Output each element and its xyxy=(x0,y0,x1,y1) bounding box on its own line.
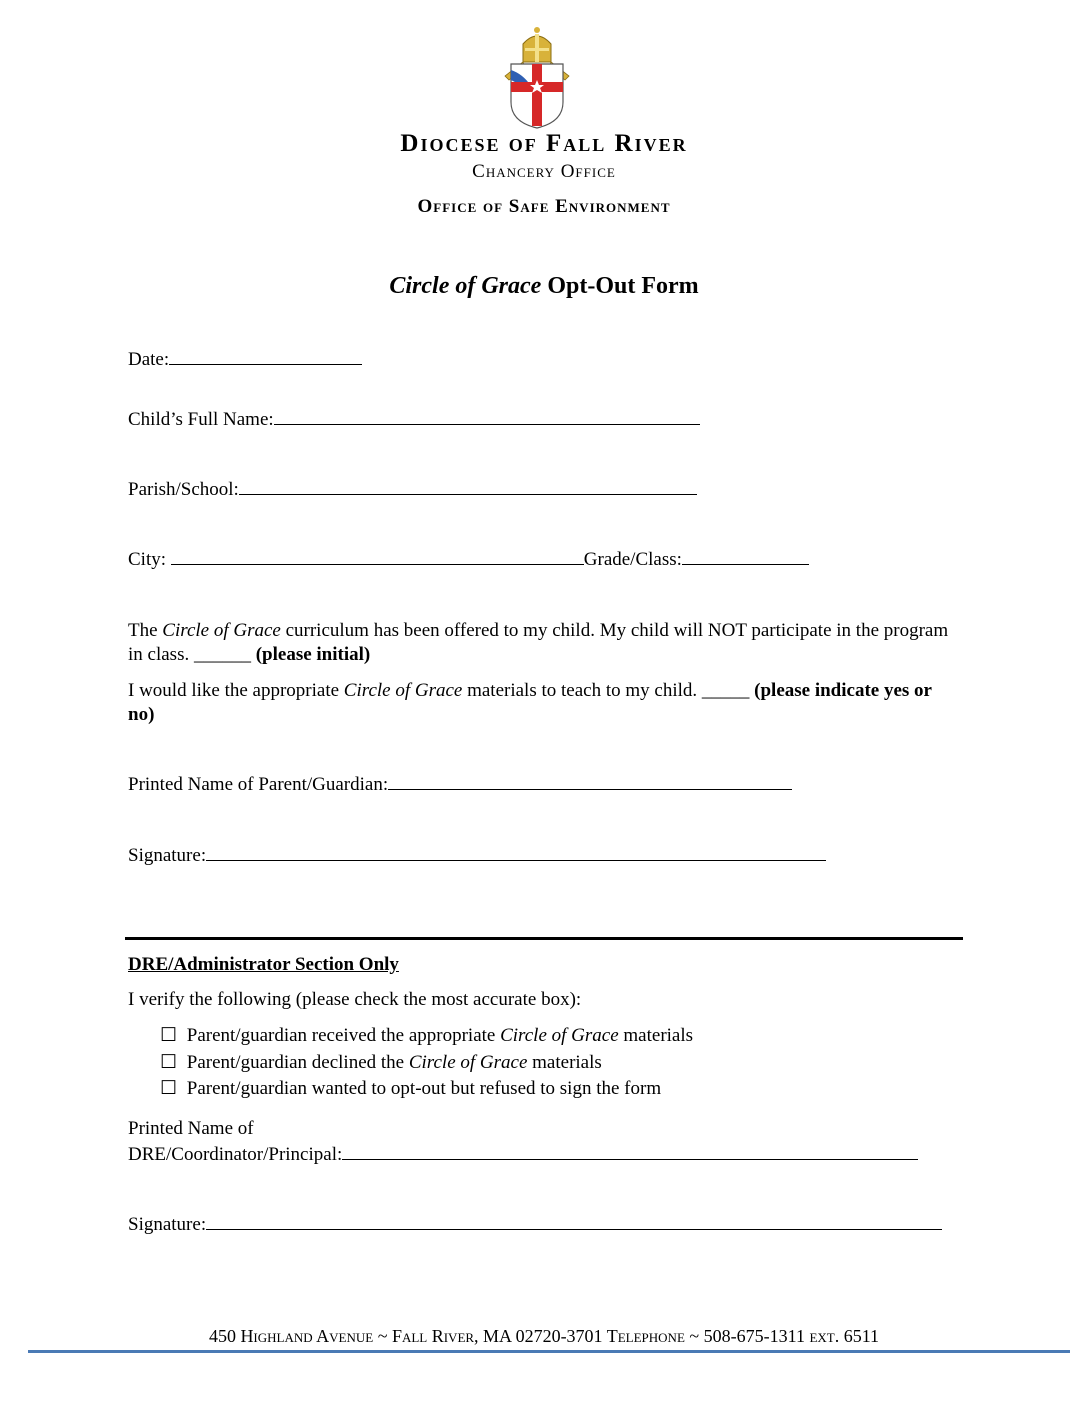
date-field[interactable] xyxy=(128,348,362,371)
p2-bold: (please indicate yes or no) xyxy=(128,680,932,725)
diocese-name: Diocese of Fall River xyxy=(400,130,688,157)
city-line[interactable] xyxy=(171,548,584,565)
checkbox-icon[interactable]: ☐ xyxy=(160,1078,178,1099)
grade-class-label: Grade/Class: xyxy=(583,549,682,570)
parent-printed-name-label: Printed Name of Parent/Guardian: xyxy=(128,774,389,795)
date-line[interactable] xyxy=(169,348,362,365)
grade-class-line[interactable] xyxy=(682,548,809,565)
admin-printed-name-field[interactable] xyxy=(128,1143,918,1166)
p1-text-b: curriculum has been offered to my child. My child will NOT participate in the program in class. ______ xyxy=(128,620,949,665)
form-title-rest: Opt-Out Form xyxy=(541,273,699,299)
parent-signature-field[interactable] xyxy=(128,844,826,867)
opt-out-statement xyxy=(128,619,958,667)
option-text-a: Parent/guardian wanted to opt-out but refused to sign the form xyxy=(186,1078,662,1099)
footer-address: 450 Highland Avenue ~ Fall River, MA 02720-3701 Telephone ~ 508-675-1311 ext. 6511 xyxy=(208,1326,880,1346)
admin-section-title: DRE/Administrator Section Only xyxy=(128,954,399,975)
parent-printed-name-field[interactable] xyxy=(128,773,792,796)
checkbox-option-received[interactable] xyxy=(160,1024,693,1047)
checkbox-option-declined[interactable] xyxy=(160,1051,602,1074)
date-label: Date: xyxy=(128,349,170,370)
p2-text-b: materials to teach to my child. _____ xyxy=(462,680,755,701)
admin-signature-field[interactable] xyxy=(128,1213,942,1236)
p2-text-a: I would like the appropriate xyxy=(128,680,344,701)
child-name-field[interactable] xyxy=(128,408,700,431)
chancery-office: Chancery Office xyxy=(472,161,616,182)
diocese-crest-logo xyxy=(501,26,573,130)
option-text-a: Parent/guardian declined the xyxy=(186,1052,409,1073)
admin-signature-line[interactable] xyxy=(206,1213,942,1230)
admin-signature-label: Signature: xyxy=(128,1214,207,1235)
checkbox-option-refused[interactable] xyxy=(160,1077,661,1100)
admin-printed-name-label-2: DRE/Coordinator/Principal: xyxy=(128,1144,343,1165)
option-text-b: materials xyxy=(527,1052,602,1073)
admin-verify-instruction: I verify the following (please check the most accurate box): xyxy=(128,989,582,1010)
parish-school-line[interactable] xyxy=(239,478,697,495)
section-divider xyxy=(125,937,963,940)
parent-printed-name-line[interactable] xyxy=(388,773,792,790)
p1-bold: (please initial) xyxy=(255,644,371,665)
form-title xyxy=(0,273,1088,300)
admin-printed-name-line[interactable] xyxy=(342,1143,918,1160)
form-title-italic: Circle of Grace xyxy=(389,273,542,299)
safe-environment-office: Office of Safe Environment xyxy=(417,196,671,217)
city-label: City: xyxy=(128,549,171,570)
parish-school-field[interactable] xyxy=(128,478,697,501)
checkbox-icon[interactable]: ☐ xyxy=(160,1025,178,1046)
checkbox-icon[interactable]: ☐ xyxy=(160,1052,178,1073)
parent-signature-label: Signature: xyxy=(128,845,207,866)
child-name-line[interactable] xyxy=(274,408,700,425)
option-italic: Circle of Grace xyxy=(408,1052,528,1073)
p1-text-a: The xyxy=(128,620,163,641)
option-italic: Circle of Grace xyxy=(500,1025,619,1046)
footer-rule xyxy=(28,1350,1070,1353)
materials-statement xyxy=(128,679,958,727)
child-name-label: Child’s Full Name: xyxy=(128,409,274,430)
parent-signature-line[interactable] xyxy=(206,844,826,861)
p2-italic: Circle of Grace xyxy=(343,680,463,701)
parish-school-label: Parish/School: xyxy=(128,479,239,500)
admin-printed-name-label-1: Printed Name of xyxy=(128,1118,254,1139)
city-grade-field[interactable] xyxy=(128,548,809,571)
option-text-a: Parent/guardian received the appropriate xyxy=(186,1025,501,1046)
p1-italic: Circle of Grace xyxy=(162,620,281,641)
option-text-b: materials xyxy=(618,1025,694,1046)
